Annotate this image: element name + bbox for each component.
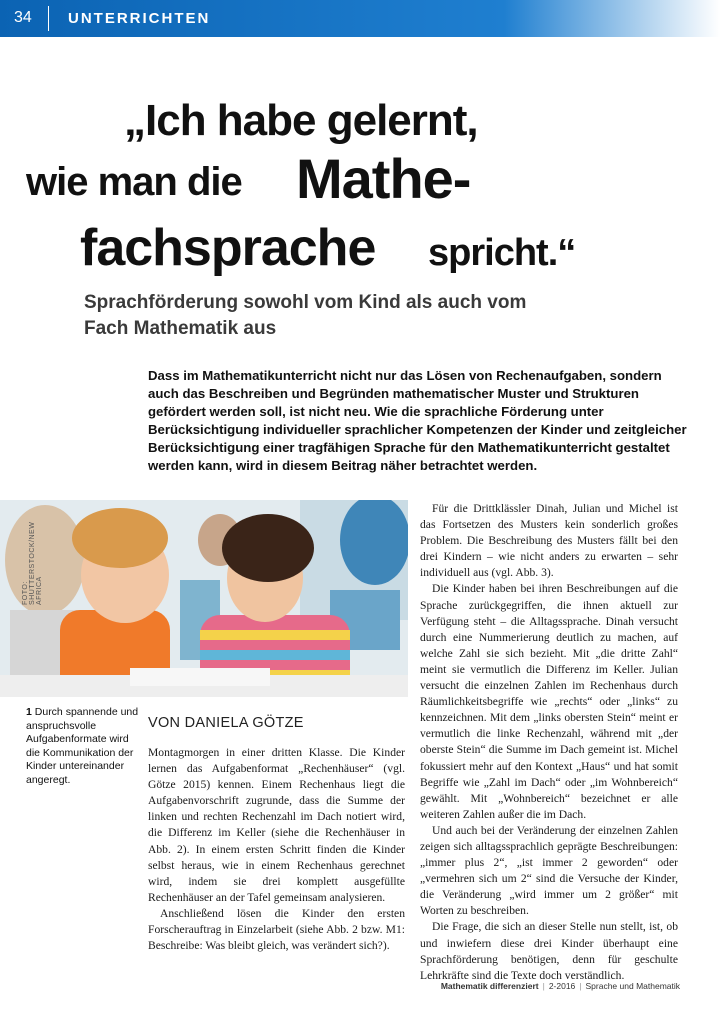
page-footer: Mathematik differenziert | 2-2016 | Sprache und Mathematik <box>440 981 680 991</box>
caption-number: 1 <box>26 706 32 718</box>
paragraph: Anschließend lösen die Kinder den ersten Forscherauftrag in Einzelarbeit (siehe Abb. 2 bzw. M1: Beschreibe: Was bleibt gleich, was verändert sich?). <box>148 906 405 953</box>
classroom-photo <box>0 500 408 697</box>
header-bar <box>0 0 720 37</box>
paragraph: Montagmorgen in einer dritten Klasse. Die Kinder lernen das Aufgabenformat „Rechenhäuser“ (vgl. Götze 2015) kennen. Einem Rechenhaus liegt die Aufgabenvorschrift zugrunde, dass die Summe der linken und rechten Rechenzahl im Dach notiert wird, die Differenz im Keller (siehe die Rechenhäuser in Abb. 2). In einem ersten Schritt finden die Kinder selbst heraus, wie in einem Rechenhaus gerechnet wird, indem sie drei komplett ausgefüllte Rechenhäuser an der Tafel gemeinsam analysieren. <box>148 746 405 904</box>
page-number: 34 <box>14 9 32 26</box>
footer-magazine: Mathematik differenziert <box>440 981 539 991</box>
body-column-right <box>420 501 678 984</box>
title-line-3a: fachsprache <box>80 219 376 277</box>
header-divider <box>48 6 49 31</box>
photo-caption <box>26 706 142 787</box>
section-title: UNTERRICHTEN <box>68 10 211 27</box>
title-line-3b: spricht.“ <box>428 232 576 274</box>
footer-topic: Sprache und Mathematik <box>585 981 680 991</box>
title-line-2a: wie man die <box>26 160 242 204</box>
paragraph: Und auch bei der Veränderung der einzelnen Zahlen zeigen sich alltagssprachlich geprägte Beschreibungen: „immer plus 2“, „ist immer 2 geworden“ oder „vermehren sich um 2“ sind die Versuche der Kinder, die Veränderung „wird immer um 2 größer“ mit Worten zu beschreiben. <box>420 823 678 918</box>
title-line-2b: Mathe- <box>296 147 471 210</box>
lead-paragraph: Dass im Mathematikunterricht nicht nur das Lösen von Rechenaufgaben, sondern auch das Beschreiben und Begründen mathematischer Muster und Strukturen gefördert werden soll, ist nicht neu. Wie die sprachliche Förderung unter Berücksichtigung individueller sprachlicher Kompetenzen der Kinder und zeitgleicher Berücksichtigung einer tragfähigen Sprache für den Mathematikunterricht gestaltet werden kann, wird in diesem Beitrag näher betrachtet werden. <box>148 368 687 473</box>
body-column-left <box>148 745 405 954</box>
subtitle: Sprachförderung sowohl vom Kind als auch vom Fach Mathematik aus <box>84 292 527 339</box>
title-line-1: „Ich habe gelernt, <box>124 96 478 145</box>
paragraph: Die Frage, die sich an dieser Stelle nun stellt, ist, ob und inwiefern diese drei Kinder überhaupt eine Sprachförderung benötigen, denn für geschulte Lehrkräfte sind die Texte doch verständlich. <box>420 920 678 982</box>
caption-text: Durch spannende und anspruchsvolle Aufgabenformate wird die Kommunikation der Kinder untereinander angeregt. <box>26 706 139 786</box>
photo-illustration <box>0 500 408 697</box>
footer-issue: 2-2016 <box>548 981 576 991</box>
byline: VON DANIELA GÖTZE <box>148 715 304 731</box>
photo-credit: FOTO: SHUTTERSTOCK/NEW AFRICA <box>22 521 43 605</box>
paragraph: Für die Drittklässler Dinah, Julian und Michel ist das Fortsetzen des Musters kein sonderlich großes Problem. Die Beschreibung des Musters fällt bei den drei Kindern – wie nicht anders zu erwarten – sehr individuell aus (vgl. Abb. 3). <box>420 502 678 580</box>
paragraph: Die Kinder haben bei ihren Beschreibungen auf die Sprache zurückgegriffen, die ihnen aktuell zur Verfügung steht – die Alltagssprache. Dinah versucht durch eine Nummerierung deutlich zu machen, auf welche Zahl sie sich bezieht. Mit „die dritte Zahl“ meint sie vermutlich die Differenz im Keller. Julian versucht die einzelnen Zahlen im Rechenhaus durch Räumlichkeitsbegriffe wie „rechts“ oder „links“ zu kennzeichnen. Mit dem „links obersten Stein“ meint er vermutlich die linke Rechenzahl, während mit „der oberste Stein“ die Summe im Dach gemeint ist. Michel fokussiert mehr auf den Kontext „Haus“ und hat somit Begriffe wie „Zahl im Dach“ oder „im Wohnbereich“ gewählt. Mit „Wohnbereich“ bezeichnet er alle weiteren Zahlen außer die im Dach. <box>420 582 678 821</box>
